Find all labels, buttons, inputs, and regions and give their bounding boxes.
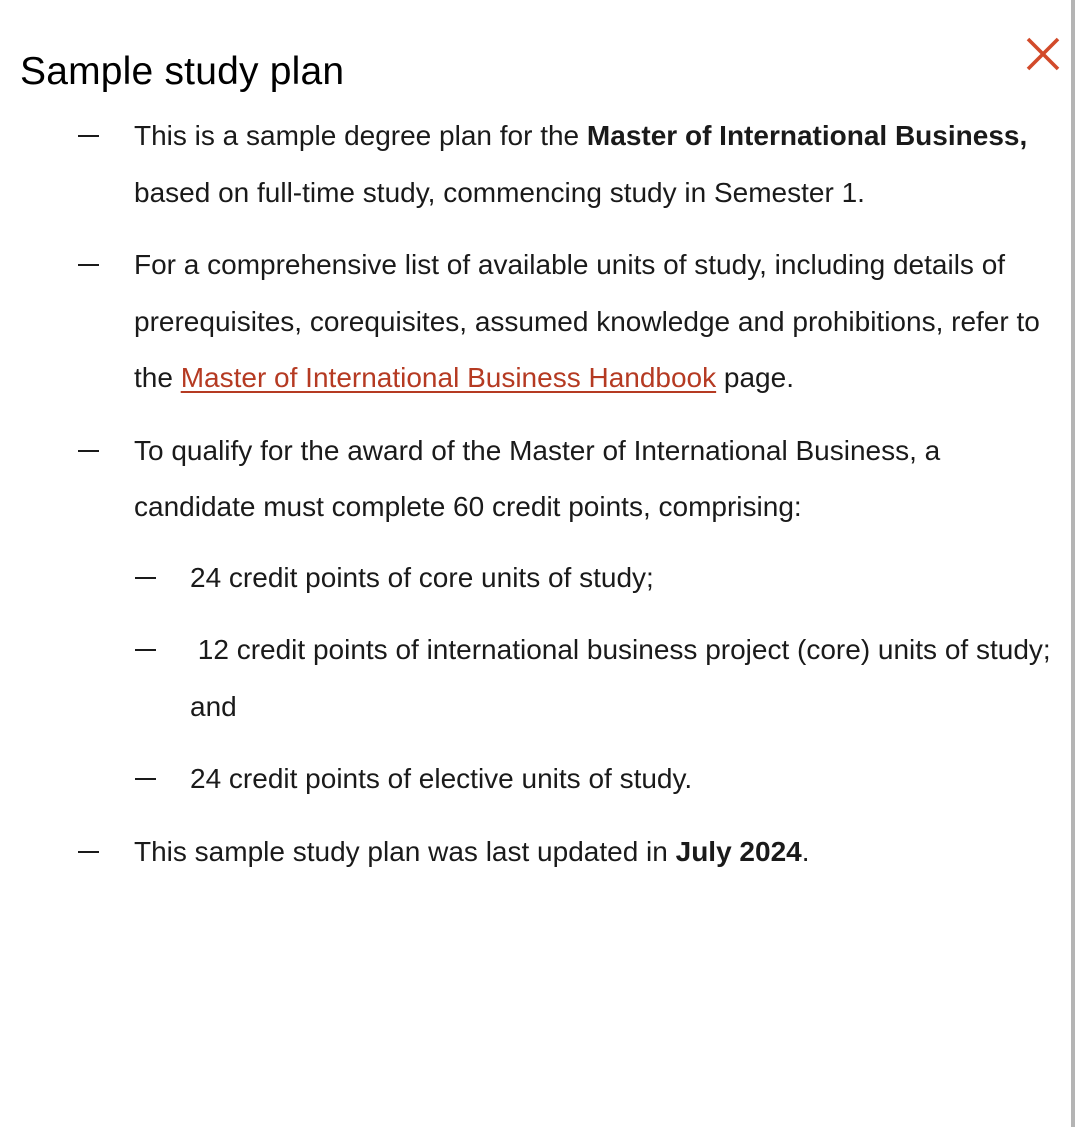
update-date: July 2024 [675,835,802,867]
sublist-item-text: 24 credit points of elective units of study. [190,763,693,794]
sublist-item-text: 24 credit points of core units of study; [190,561,654,593]
item-text: based on full-time study, commencing study in Semester 1. [134,176,865,208]
sublist-item [134,550,1058,607]
dash-bullet-icon [78,423,100,479]
list-item [78,824,1058,881]
handbook-link[interactable]: Master of International Business Handbook [180,362,717,393]
item-text: . [801,835,810,867]
dash-bullet-icon [135,550,157,606]
item-text: This is a sample degree plan for the [134,120,587,151]
sublist-item [134,751,1058,808]
dash-bullet-icon [135,751,157,807]
scrollbar-thumb[interactable] [1071,0,1075,1127]
dash-bullet-icon [78,824,100,880]
close-button[interactable] [1022,33,1064,75]
sublist-item [134,622,1058,735]
item-text: To qualify for the award of the Master of International Business, a candidate must complete 60 credit points, comprising: [134,434,941,522]
item-text: page. [716,362,794,393]
credit-points-sublist [134,550,1058,808]
scrollbar[interactable] [1068,0,1080,1127]
list-item [78,423,1058,808]
dash-bullet-icon [78,108,100,164]
list-item [78,108,1058,221]
close-icon [1022,33,1064,75]
item-text: For a comprehensive list of available units of study, including details of prerequisites, corequisites, assumed knowledge and prohibitions, refer to the [134,249,1040,393]
dash-bullet-icon [78,237,100,293]
modal-title: Sample study plan [20,50,345,93]
study-plan-list [78,108,1058,896]
list-item [78,237,1058,407]
dash-bullet-icon [135,622,157,678]
item-text: This sample study plan was last updated in [134,835,676,867]
sublist-item-text: 12 credit points of international business project (core) units of study; and [190,634,1059,722]
degree-name: Master of International Business, [586,120,1028,151]
